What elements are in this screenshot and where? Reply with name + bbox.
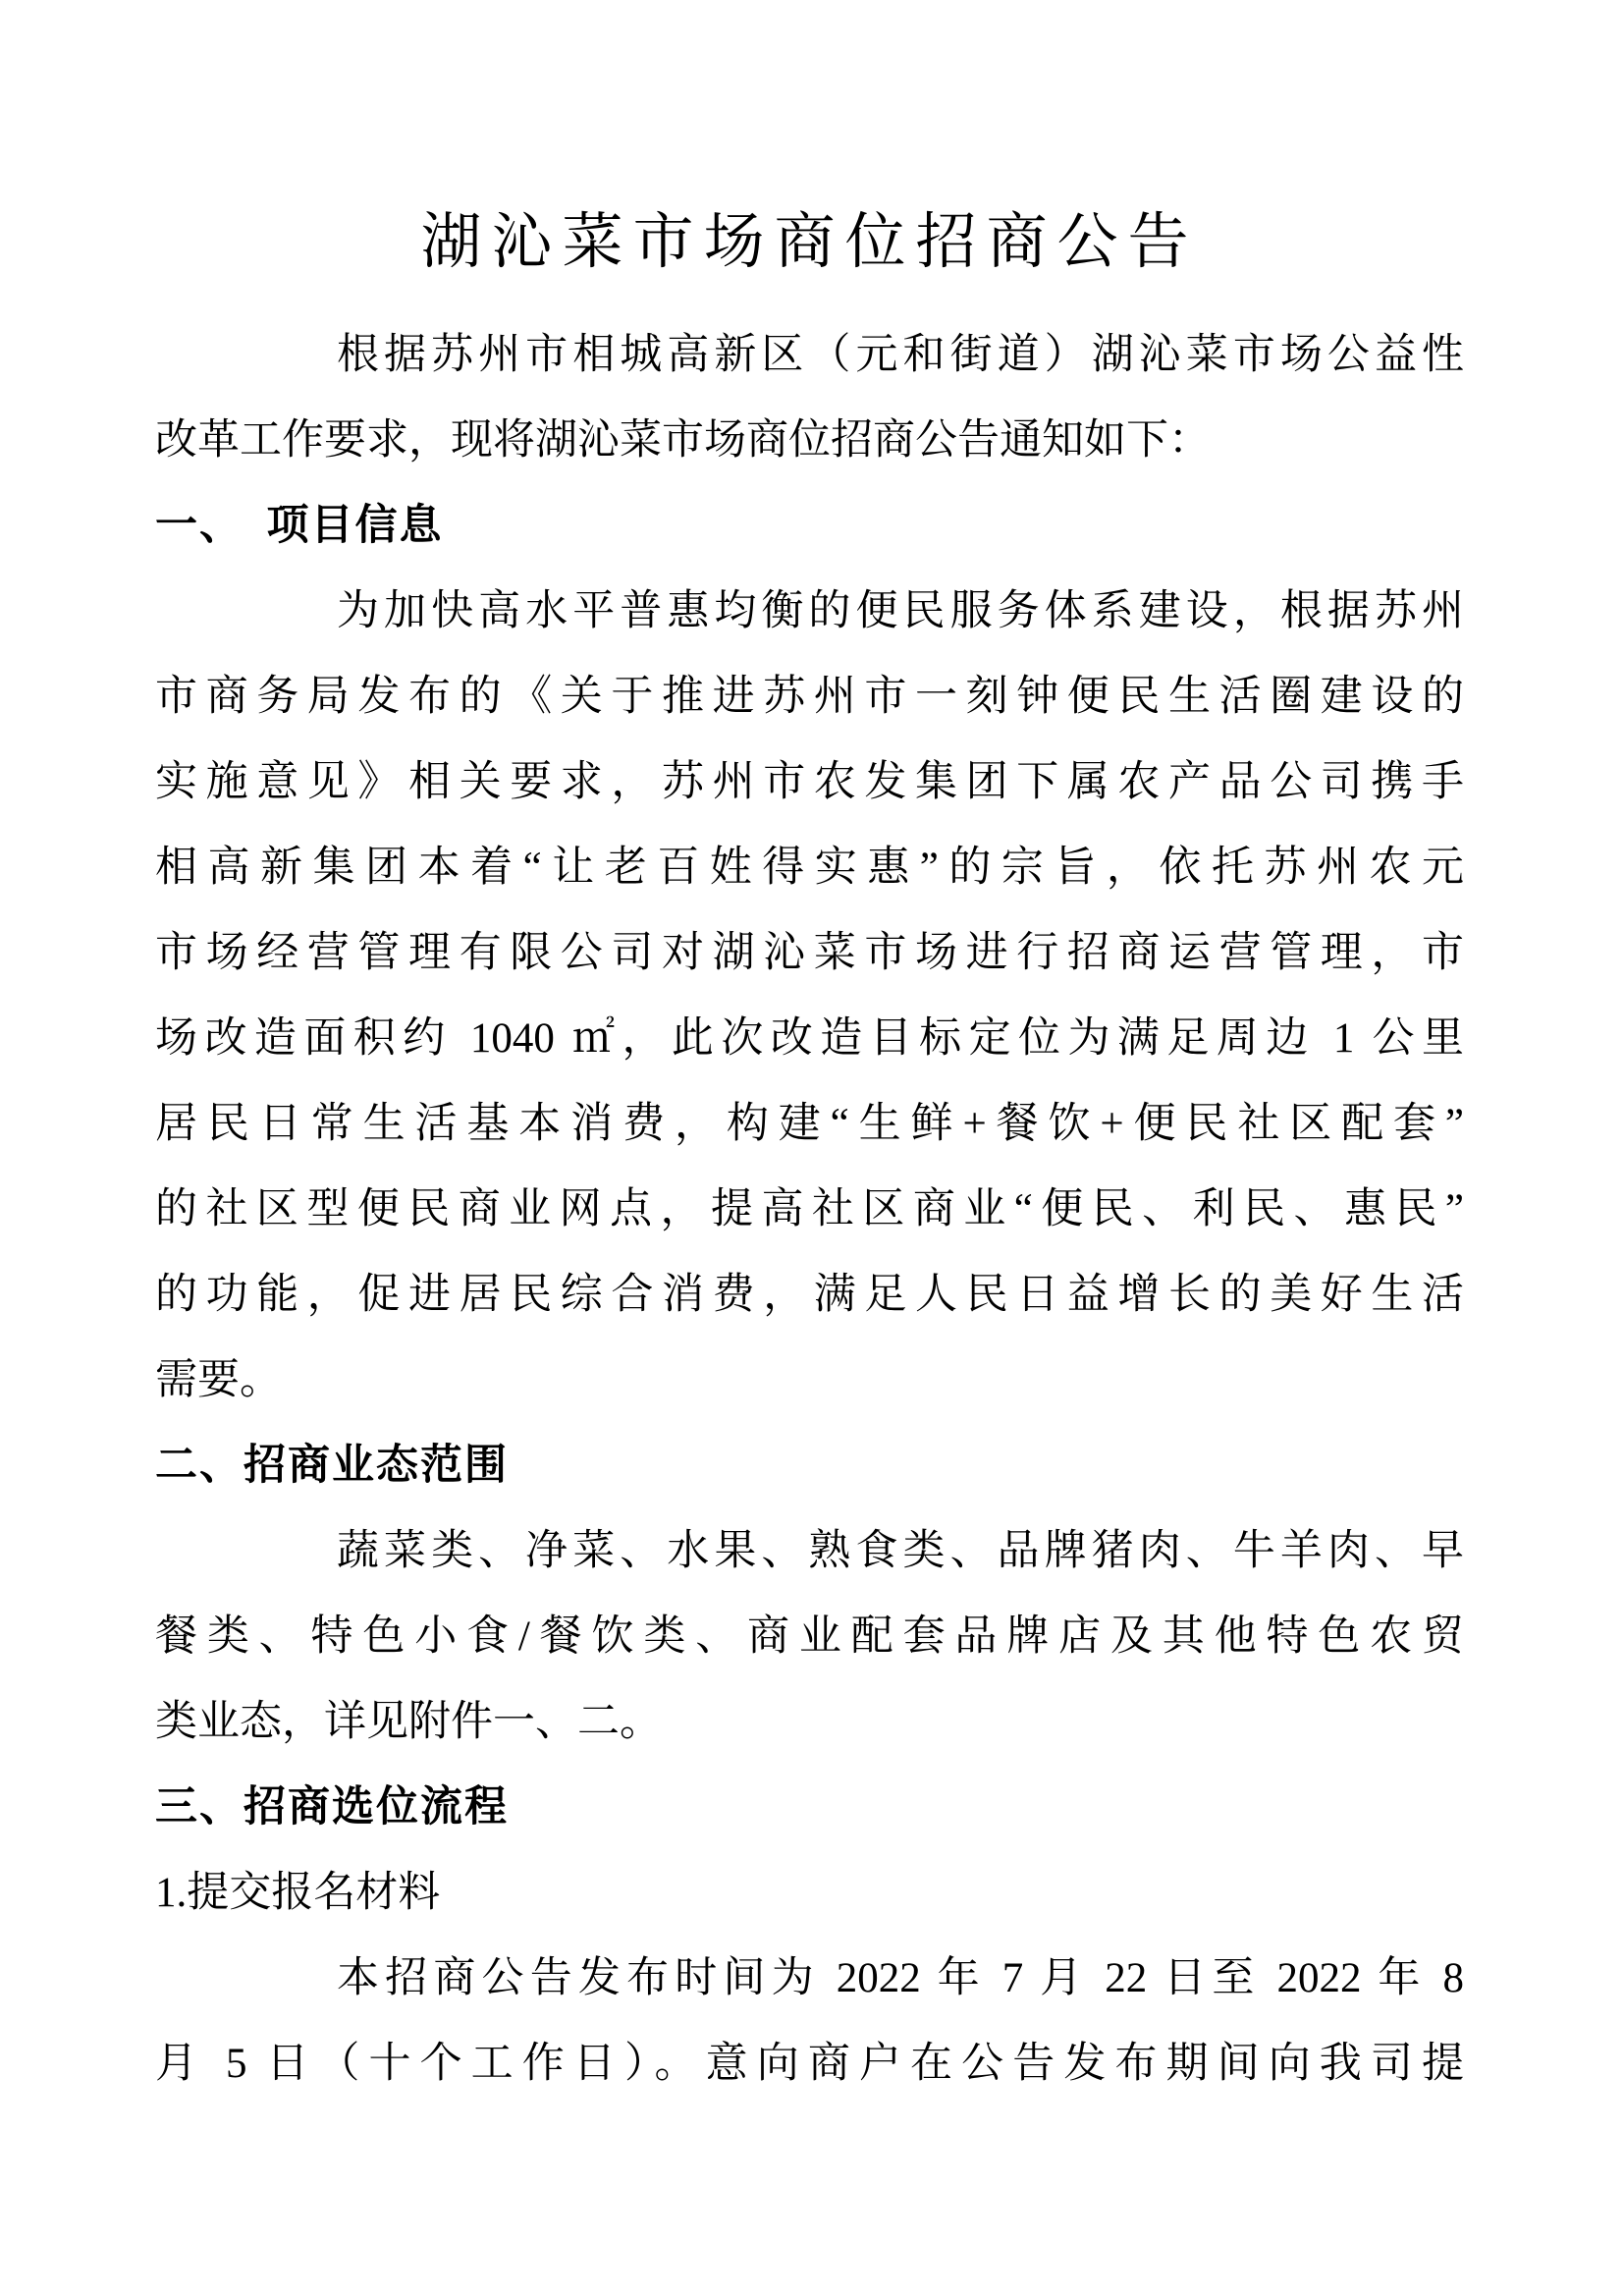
text-line: 市商务局发布的《关于推进苏州市一刻钟便民生活圈建设的: [155, 674, 1464, 720]
text-line: 居民日常生活基本消费，构建“生鲜+餐饮+便民社区配套”: [155, 1101, 1464, 1147]
text-line: 的功能，促进居民综合消费，满足人民日益增长的美好生活: [155, 1272, 1464, 1318]
text-line: 改革工作要求，现将湖沁菜市场商位招商公告通知如下：: [155, 417, 1211, 464]
text-line: 月 5 日（十个工作日）。意向商户在公告发布期间向我司提: [155, 2041, 1464, 2087]
text-line: 的社区型便民商业网点，提高社区商业“便民、利民、惠民”: [155, 1186, 1464, 1232]
section-heading: 一、 项目信息: [155, 503, 444, 549]
text-line: 场改造面积约 1040 ㎡，此次改造目标定位为满足周边 1 公里: [155, 1015, 1464, 1062]
text-line: 本招商公告发布时间为 2022 年 7 月 22 日至 2022 年 8: [337, 1955, 1464, 2001]
section-heading: 二、招商业态范围: [155, 1443, 509, 1489]
text-line: 实施意见》相关要求，苏州市农发集团下属农产品公司携手: [155, 759, 1464, 805]
text-line: 市场经营管理有限公司对湖沁菜市场进行招商运营管理，市: [155, 930, 1464, 976]
section-heading: 三、招商选位流程: [155, 1784, 509, 1831]
document-title: 湖沁菜市场商位招商公告: [420, 209, 1199, 276]
text-line: 餐类、特色小食/餐饮类、商业配套品牌店及其他特色农贸: [155, 1613, 1464, 1660]
text-line: 需要。: [155, 1357, 282, 1403]
text-line: 蔬菜类、净菜、水果、熟食类、品牌猪肉、牛羊肉、早: [337, 1528, 1464, 1574]
text-line: 1.提交报名材料: [155, 1870, 441, 1916]
text-line: 根据苏州市相城高新区（元和街道）湖沁菜市场公益性: [337, 332, 1464, 378]
text-line: 为加快高水平普惠均衡的便民服务体系建设，根据苏州: [337, 588, 1464, 634]
text-line: 相高新集团本着“让老百姓得实惠”的宗旨，依托苏州农元: [155, 845, 1464, 891]
document-body: [155, 312, 1464, 2106]
text-line: 类业态，详见附件一、二。: [155, 1699, 662, 1745]
